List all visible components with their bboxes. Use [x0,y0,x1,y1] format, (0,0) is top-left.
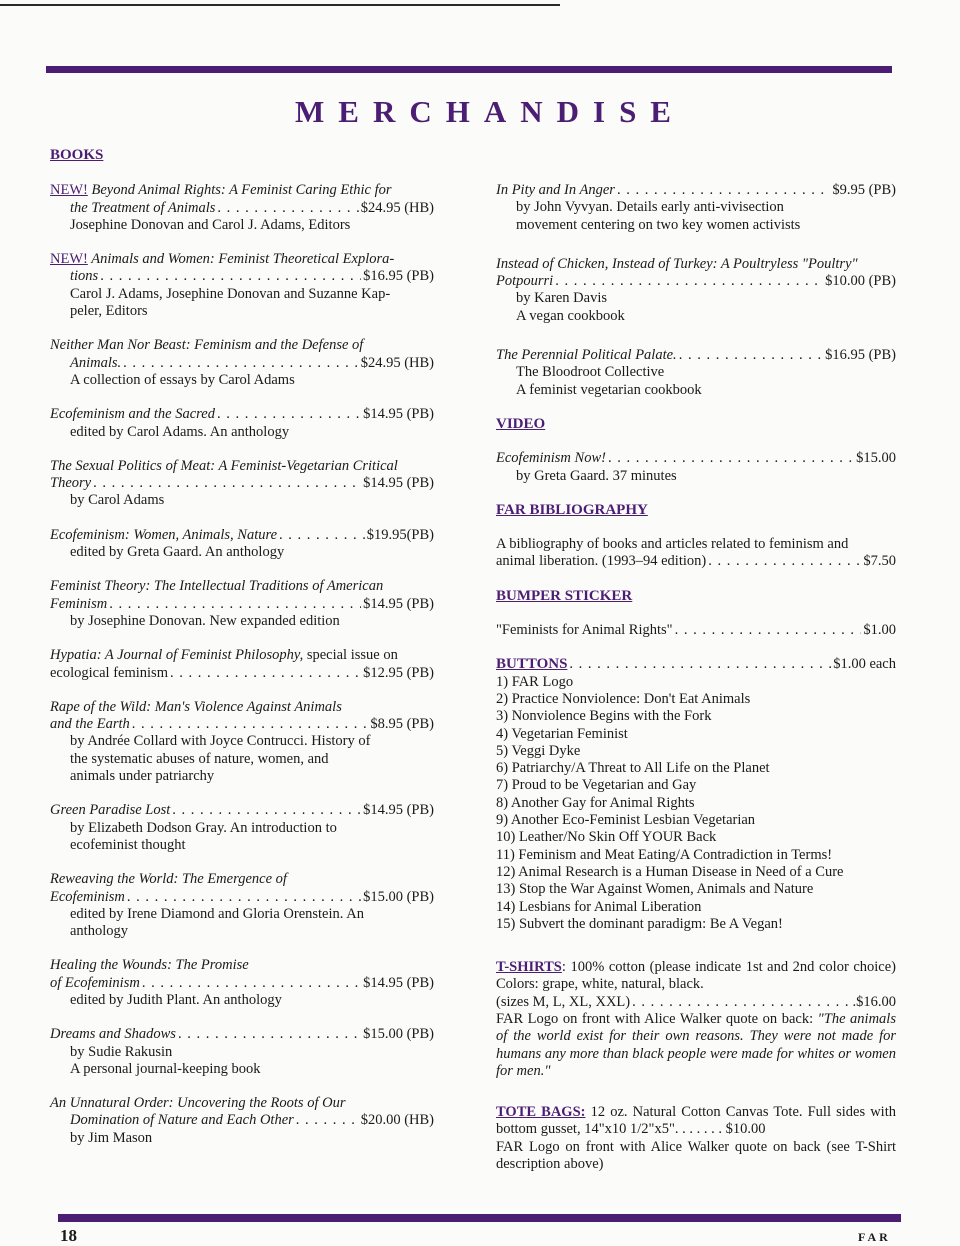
book-title: Ecofeminism: Women, Animals, Nature [50,526,278,543]
book-desc: A vegan cookbook [516,307,625,324]
book-entry [496,182,896,234]
bibliography-heading: FAR BIBLIOGRAPHY [496,501,648,518]
book-title: The Perennial Political Palate. [496,347,677,364]
book-price: $12.95 (PB) [363,664,434,681]
tote-bags-desc: FAR Logo on front with Alice Walker quote on back (see T-Shirt description above) [496,1138,896,1173]
book-price: $8.95 (PB) [370,716,434,733]
book-title: Rape of the Wild: Man's Violence Against Animals [50,698,342,715]
top-rule [46,66,892,73]
book-entry [50,578,434,630]
book-title: Domination of Nature and Each Other [70,1112,294,1129]
button-item: 10) Leather/No Skin Off YOUR Back [496,829,717,846]
button-item: 6) Patriarchy/A Threat to All Life on the Planet [496,760,770,777]
footer-mark: FAR [858,1230,891,1244]
button-item: 14) Lesbians for Animal Liberation [496,898,702,915]
book-price: $24.95 (HB) [360,354,434,371]
book-entry [50,251,434,320]
right-column [496,182,896,1190]
book-desc: the systematic abuses of nature, women, and [70,750,329,767]
book-desc: A feminist vegetarian cookbook [516,381,702,398]
book-desc: by Elizabeth Dodson Gray. An introduction to [70,819,337,836]
book-price: $16.95 (PB) [825,347,896,364]
new-badge: NEW! [50,251,88,268]
video-desc: by Greta Gaard. 37 minutes [516,467,677,484]
book-title: Feminism [50,595,108,612]
buttons-heading: BUTTONS [496,656,568,673]
book-title: The Sexual Politics of Meat: A Feminist-Vegetarian Critical [50,457,398,474]
book-desc: by Sudie Rakusin [70,1043,173,1060]
book-title: In Pity and In Anger [496,182,615,198]
book-entry [50,337,434,389]
page-title: MERCHANDISE [295,94,685,129]
page-number: 18 [60,1226,77,1245]
book-desc: animals under patriarchy [70,768,215,785]
book-price: $15.00 (PB) [363,888,434,905]
book-desc: by Andrée Collard with Joyce Contrucci. History of [70,733,371,750]
book-desc: A personal journal-keeping book [70,1060,261,1077]
book-desc: by Carol Adams [70,492,165,509]
book-entry [50,458,434,510]
book-price: $19.95(PB) [366,526,434,543]
books-heading: BOOKS [50,147,104,163]
button-item: 9) Another Eco-Feminist Lesbian Vegetarian [496,812,756,829]
button-item: 8) Another Gay for Animal Rights [496,794,695,811]
bibliography-desc: animal liberation. (1993–94 edition) [496,553,707,570]
tshirts-price: .$16.00 [852,993,896,1010]
tshirts-heading: T-SHIRTS [496,959,562,976]
book-price: $20.00 (HB) [360,1112,434,1129]
tshirts-quote: "The animals of the world exist for their own reasons. They were not made for humans any more than black people were made for whites or women for men." [496,1010,896,1079]
button-item: 1) FAR Logo [496,673,574,690]
book-desc: anthology [70,923,128,940]
bottom-rule [58,1214,901,1222]
bibliography-desc: A bibliography of books and articles related to feminism and [496,536,849,553]
book-title: Healing the Wounds: The Promise [50,957,249,974]
scan-edge-line [0,4,560,6]
book-title: and the Earth [50,716,130,733]
buttons-entry [496,656,896,933]
buttons-price: $1.00 each [833,656,896,673]
book-desc: Carol J. Adams, Josephine Donovan and Suzanne Kap- [70,285,391,302]
book-entry [50,957,434,1009]
book-title: Ecofeminism [50,888,125,905]
book-desc: ecofeminist thought [70,836,186,853]
book-desc: movement centering on two key women activists [516,216,801,233]
button-item: 2) Practice Nonviolence: Don't Eat Animals [496,690,751,707]
book-desc: by John Vyvyan. Details early anti-vivisection [516,199,784,216]
book-entry [496,347,896,399]
book-title: Animals and Women: Feminist Theoretical Explora- [91,251,395,268]
book-desc: edited by Greta Gaard. An anthology [70,544,285,561]
video-price: $15.00 [856,450,896,467]
book-desc: edited by Judith Plant. An anthology [70,991,282,1008]
book-price: $14.95 (PB) [363,802,434,819]
button-item: 3) Nonviolence Begins with the Fork [496,708,712,725]
book-title: Instead of Chicken, Instead of Turkey: A Poultryless "Poultry" [496,255,858,272]
video-heading: VIDEO [496,415,546,432]
book-entry [496,256,896,325]
book-price: $15.00 (PB) [363,1026,434,1043]
tote-bags-heading: TOTE BAGS: [496,1104,586,1121]
book-entry [50,527,434,562]
bumper-sticker-text: "Feminists for Animal Rights" [496,622,673,639]
book-entry [50,647,434,682]
tshirts-entry [496,959,896,1080]
book-desc: edited by Carol Adams. An anthology [70,423,290,440]
video-entry [496,450,896,485]
book-title: Green Paradise Lost [50,802,171,819]
book-desc: The Bloodroot Collective [516,364,665,381]
bumper-sticker-entry [496,622,896,639]
book-entry [50,802,434,854]
book-desc: ecological feminism [50,664,168,681]
button-item: 12) Animal Research is a Human Disease in Need of a Cure [496,863,844,880]
tote-bags-desc: 12 oz. Natural Cotton Canvas Tote. Full sides with bottom gusset, 14"x10 1/2"x5". . . . . . . $10.00 [496,1104,896,1138]
book-desc: peler, Editors [70,303,148,320]
book-desc: edited by Irene Diamond and Gloria Orenstein. An [70,905,364,922]
book-title-suffix: special issue on [303,647,398,664]
book-title: Feminist Theory: The Intellectual Traditions of American [50,578,384,595]
book-entry [50,699,434,785]
book-price: $24.95 (HB) [360,199,434,216]
book-entry [50,1095,434,1147]
book-title: the Treatment of Animals [70,199,216,216]
bibliography-price: $7.50 [863,553,896,570]
tshirts-desc: FAR Logo on front with Alice Walker quote on back: [496,1010,818,1027]
book-desc: Josephine Donovan and Carol J. Adams, Editors [70,216,351,233]
new-badge: NEW! [50,182,88,199]
book-price: $14.95 (PB) [363,406,434,423]
bumper-sticker-heading: BUMPER STICKER [496,587,633,604]
book-desc: by Jim Mason [70,1129,153,1146]
book-title: Theory [50,475,92,492]
video-title: Ecofeminism Now! [496,450,606,467]
tshirts-sizes: (sizes M, L, XL, XXL) [496,993,631,1010]
button-item: 7) Proud to be Vegetarian and Gay [496,777,697,794]
book-title: Neither Man Nor Beast: Feminism and the Defense of [50,337,364,354]
book-title: Hypatia: A Journal of Feminist Philosophy, [50,647,304,664]
book-title: Potpourri [496,273,554,290]
tote-bags-entry [496,1104,896,1173]
bibliography-entry [496,536,896,571]
book-entry [50,182,434,234]
book-price: $14.95 (PB) [363,475,434,492]
button-item: 4) Vegetarian Feminist [496,725,628,742]
book-title: of Ecofeminism [50,974,140,991]
button-item: 13) Stop the War Against Women, Animals and Nature [496,881,814,898]
book-price: $16.95 (PB) [363,268,434,285]
book-price: $14.95 (PB) [363,595,434,612]
button-item: 5) Veggi Dyke [496,742,581,759]
book-price: $9.95 (PB) [832,182,896,198]
book-title: tions [70,268,99,285]
book-price: $10.00 (PB) [825,273,896,290]
book-title: Reweaving the World: The Emergence of [50,871,287,888]
book-entry [50,406,434,441]
book-title: An Unnatural Order: Uncovering the Roots of Our [50,1095,346,1112]
book-title: Beyond Animal Rights: A Feminist Caring Ethic for [91,182,392,199]
book-desc: by Karen Davis [516,290,608,307]
tshirts-desc: : 100% cotton (please indicate 1st and 2nd color choice) Colors: grape, white, natural, black. [496,959,896,993]
button-item: 15) Subvert the dominant paradigm: Be A Vegan! [496,915,783,932]
book-title: Animals. [70,354,122,371]
book-price: $14.95 (PB) [363,974,434,991]
button-item: 11) Feminism and Meat Eating/A Contradiction in Terms! [496,846,833,863]
book-desc: A collection of essays by Carol Adams [70,371,295,388]
book-title: Ecofeminism and the Sacred [50,406,215,423]
left-column [50,147,434,1164]
bumper-sticker-price: $1.00 [863,622,896,639]
book-entry [50,871,434,940]
book-desc: by Josephine Donovan. New expanded edition [70,612,340,629]
book-entry [50,1026,434,1078]
book-title: Dreams and Shadows [50,1026,176,1043]
